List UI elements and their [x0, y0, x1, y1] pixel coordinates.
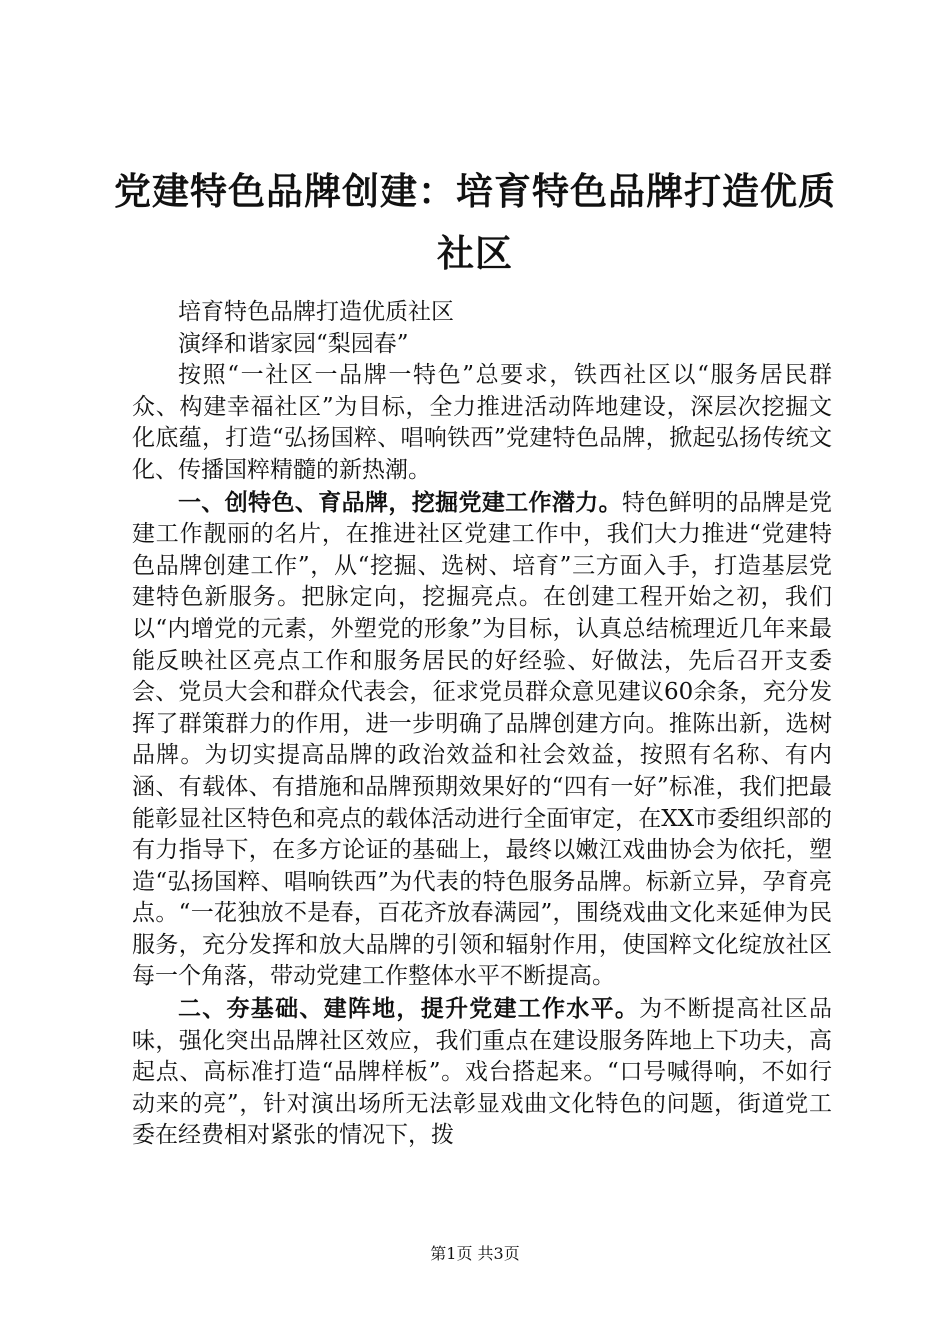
section-2-paragraph	[132, 993, 832, 1152]
section-1-paragraph	[132, 487, 832, 994]
section-2-heading: 二、夯基础、建阵地，提升党建工作水平。	[178, 995, 640, 1023]
page-footer: 第1页 共3页	[430, 1244, 520, 1263]
section-1-heading: 一、创特色、育品牌，挖掘党建工作潜力。	[178, 488, 623, 516]
document-title: 党建特色品牌创建：培育特色品牌打造优质社区	[114, 169, 836, 275]
subtitle-line-2: 演绎和谐家园“梨园春”	[178, 330, 409, 357]
intro-paragraph: 按照“一社区一品牌一特色”总要求，铁西社区以“服务居民群众、构建幸福社区”为目标，全力推进活动阵地建设，深层次挖掘文化底蕴，打造“弘扬国粹、唱响铁西”党建特色品牌，掀起弘扬传统文化、传播国粹精髓的新热潮。	[132, 362, 832, 483]
document-body	[132, 297, 832, 1152]
subtitle-line-1: 培育特色品牌打造优质社区	[178, 299, 454, 325]
section-1-text: 特色鲜明的品牌是党建工作靓丽的名片，在推进社区党建工作中，我们大力推进“党建特色品牌创建工作”，从“挖掘、选树、培育”三方面入手，打造基层党建特色新服务。把脉定向，挖掘亮点。在创建工程开始之初，我们以“内增党的元素，外塑党的形象”为目标，认真总结梳理近几年来最能反映社区亮点工作和服务居民的好经验、好做法，先后召开支委会、党员大会和群众代表会，征求党员群众意见建议60余条，充分发挥了群策群力的作用，进一步明确了品牌创建方向。推陈出新，选树品牌。为切实提高品牌的政治效益和社会效益，按照有名称、有内涵、有载体、有措施和品牌预期效果好的“四有一好”标准，我们把最能彰显社区特色和亮点的载体活动进行全面审定，在XX市委组织部的有力指导下，在多方论证的基础上，最终以嫩江戏曲协会为依托，塑造“弘扬国粹、唱响铁西”为代表的特色服务品牌。标新立异，孕育亮点。“一花独放不是春，百花齐放春满园”，围绕戏曲文化来延伸为民服务，充分发挥和放大品牌的引领和辐射作用，使国粹文化绽放社区每一个角落，带动党建工作整体水平不断提高。	[132, 489, 833, 990]
section-2-text: 为不断提高社区品味，强化突出品牌社区效应，我们重点在建设服务阵地上下功夫，高起点、高标准打造“品牌样板”。戏台搭起来。“口号喊得响，不如行动来的亮”，针对演出场所无法彰显戏曲文化特色的问题，街道党工委在经费相对紧张的情况下，拨	[132, 996, 833, 1149]
